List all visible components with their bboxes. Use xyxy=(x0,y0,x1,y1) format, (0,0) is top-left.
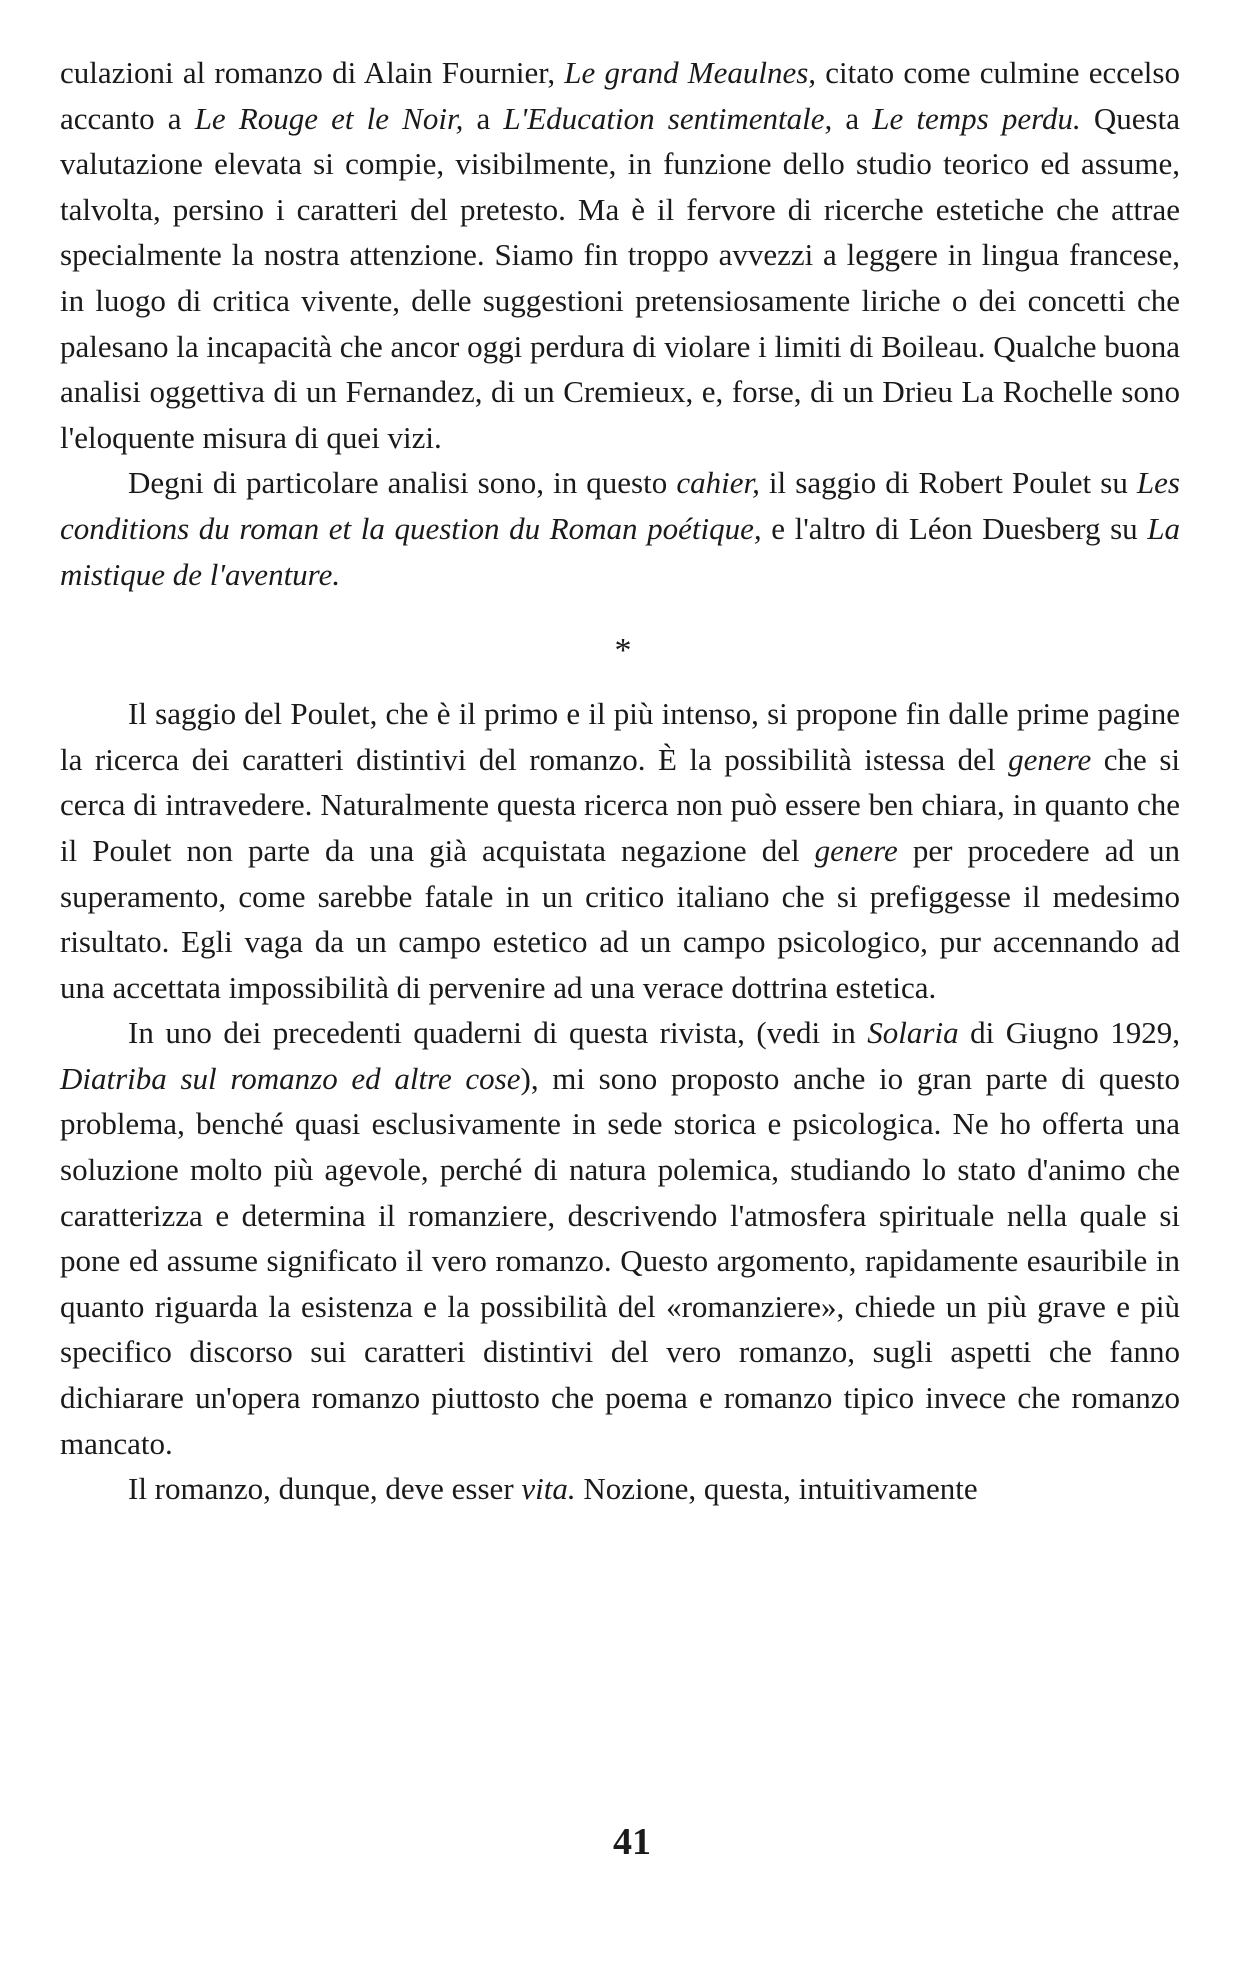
italic-title: vita. xyxy=(521,1471,576,1507)
section-separator: * xyxy=(614,632,632,670)
text-run: a xyxy=(463,100,504,136)
text-run: per procedere ad un superamento, come sarebbe fatale in un critico italiano che si prefiggesse il medesimo risultato. Egli vaga da un campo estetico ad un campo psicologico, pur accennando ad una accettata impossibilità di pervenire ad una verace dottrina estetica. xyxy=(60,832,1180,1005)
text-run: il saggio di Robert Poulet su xyxy=(759,465,1137,501)
italic-title: Le temps perdu. xyxy=(872,100,1081,136)
italic-title: Les conditions du roman et la question du Roman poétique, xyxy=(60,465,1180,546)
text-run: di Giugno 1929, xyxy=(958,1015,1180,1051)
italic-title: genere xyxy=(814,832,898,868)
paragraph-p5 xyxy=(60,1466,1180,1512)
italic-title: L'Education sentimentale, xyxy=(503,100,833,136)
italic-title: Diatriba sul romanzo ed altre cose xyxy=(60,1060,521,1096)
italic-title: Le grand Meaulnes, xyxy=(564,55,817,90)
text-run: e l'altro di Léon Duesberg su xyxy=(761,510,1148,546)
text-run: citato come culmine eccelso accanto a xyxy=(60,55,1180,136)
text-run: Degni di particolare analisi sono, in questo xyxy=(128,465,677,501)
text-run: culazioni al romanzo di Alain Fournier, xyxy=(60,55,565,90)
text-run: Nozione, questa, intuitivamente xyxy=(575,1471,978,1507)
text-run: Il saggio del Poulet, che è il primo e il più intenso, si propone fin dalle prime pagine la ricerca dei caratteri distintivi del romanzo. È la possibilità istessa del xyxy=(60,696,1180,777)
paragraph-p1 xyxy=(60,50,1180,460)
text-run: Il romanzo, dunque, deve esser xyxy=(128,1471,522,1507)
page-body xyxy=(60,50,1180,1512)
page-number: 41 xyxy=(613,1821,651,1863)
paragraph-p4 xyxy=(60,1010,1180,1466)
italic-title: genere xyxy=(1008,741,1092,777)
text-run: che si cerca di intravedere. Naturalmente questa ricerca non può essere ben chiara, in quanto che il Poulet non parte da una già acquistata negazione del xyxy=(60,741,1180,868)
paragraph-p3 xyxy=(60,691,1180,1010)
paragraph-p2 xyxy=(60,460,1180,597)
text-run: a xyxy=(832,100,873,136)
italic-title: Solaria xyxy=(867,1015,959,1051)
italic-title: cahier, xyxy=(676,465,760,501)
text-run: ), mi sono proposto anche io gran parte di questo problema, benché quasi esclusivamente in sede storica e psicologica. Ne ho offerta una soluzione molto più agevole, perché di natura polemica, studiando lo stato d'animo che caratterizza e determina il romanziere, descrivendo l'atmosfera spirituale nella quale si pone ed assume significato il vero romanzo. Questo argomento, rapidamente esauribile in quanto riguarda la esistenza e la possibilità del «romanziere», chiede un più grave e più specifico discorso sui caratteri distintivi del vero romanzo, sugli aspetti che fanno dichiarare un'opera romanzo piuttosto che poema e romanzo tipico invece che romanzo mancato. xyxy=(60,1060,1180,1461)
text-run: In uno dei precedenti quaderni di questa rivista, (vedi in xyxy=(128,1015,868,1051)
text-run: Questa valutazione elevata si compie, visibilmente, in funzione dello studio teorico ed assume, talvolta, persino i caratteri del pretesto. Ma è il fervore di ricerche estetiche che attrae specialmente la nostra attenzione. Siamo fin troppo avvezzi a leggere in lingua francese, in luogo di critica vivente, delle suggestioni pretensiosamente liriche o dei concetti che palesano la incapacità che ancor oggi perdura di violare i limiti di Boileau. Qualche buona analisi oggettiva di un Fernandez, di un Cremieux, e, forse, di un Drieu La Rochelle sono l'eloquente misura di quei vizi. xyxy=(60,100,1180,455)
italic-title: La mistique de l'aventure. xyxy=(60,510,1180,592)
italic-title: Le Rouge et le Noir, xyxy=(194,100,464,136)
